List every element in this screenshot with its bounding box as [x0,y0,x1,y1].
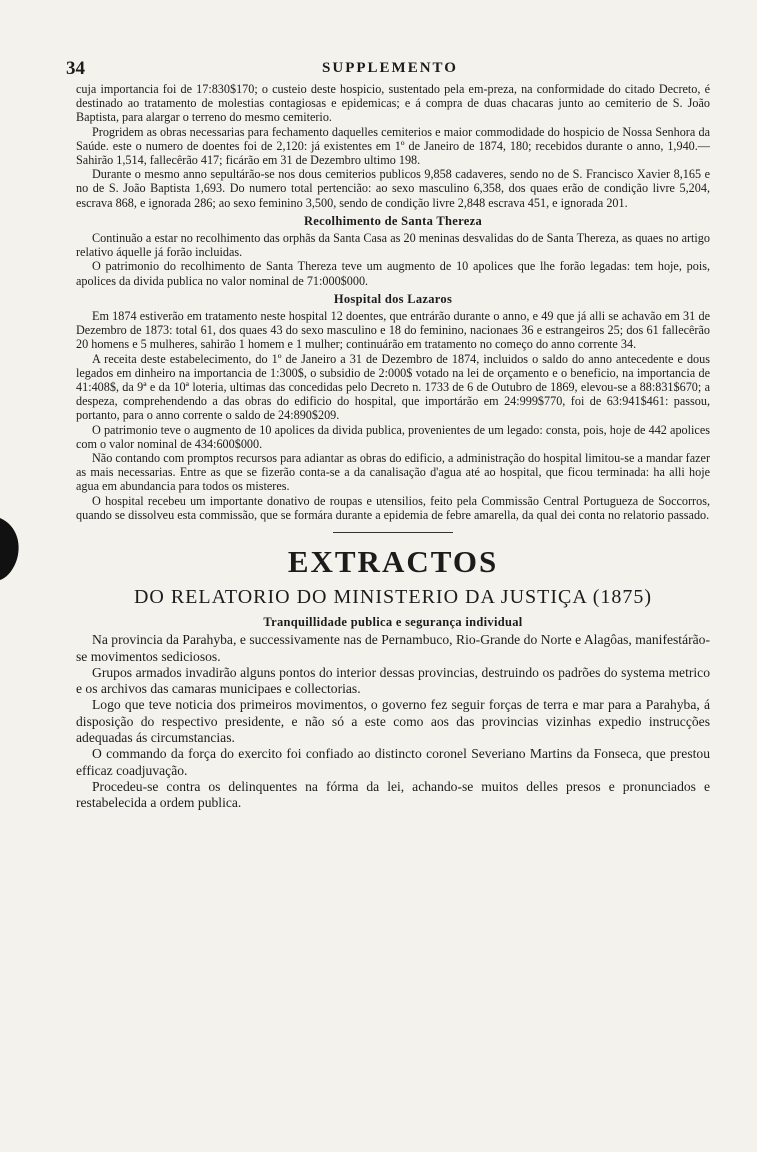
paragraph: Durante o mesmo anno sepultárão-se nos dous cemiterios publicos 9,858 cadaveres, sendo no de S. Francisco Xavier 8,165 e no de S. João Baptista 1,693. Do numero total pertencião: ao sexo masculino 6,358, dos quaes erão de condição livre 5,204, escrava 868, e ignorada 286; ao sexo feminino 3,500, sendo de condição livre 2,848 escrava 451, e ignorada 201. [76,167,710,210]
page-header [66,58,714,80]
paragraph: Grupos armados invadirão alguns pontos do interior dessas provincias, destruindo os padrões do systema metrico e os archivos das camaras municipaes e collectorias. [76,664,710,697]
divider [333,532,453,533]
section-heading: Recolhimento de Santa Thereza [303,213,483,228]
section-heading: Tranquillidade publica e segurança individual [263,615,523,630]
extract-title: EXTRACTOS [287,544,499,580]
paragraph: Procedeu-se contra os delinquentes na fórma da lei, achando-se muitos delles presos e pronunciados e restabelecida a ordem publica. [76,778,710,811]
page-number: 34 [66,58,85,79]
paragraph: Logo que teve noticia dos primeiros movimentos, o governo fez seguir forças de terra e mar para a Parahyba, á disposição do respectivo presidente, e não só a este como aos das provincias vizinhas expedio instrucções adequadas ás circumstancias. [76,697,710,746]
paragraph: Progridem as obras necessarias para fechamento daquelles cemiterios e maior commodidade do hospicio de Nossa Senhora da Saúde. este o numero de doentes foi de 2,120: já existentes em 1º de Janeiro de 1874, 180; recebidos durante o anno, 1,940.—Sahirão 1,514, fallecêrão 417; ficárão em 31 de Dezembro ultimo 198. [76,124,710,168]
paragraph: O commando da força do exercito foi confiado ao distincto coronel Severiano Martins da Fonseca, que prestou efficaz coadjuvação. [76,746,710,778]
running-title: SUPPLEMENTO [322,60,458,76]
extract-body [76,632,710,811]
section-heading: Hospital dos Lazaros [333,291,453,306]
article-body [76,82,710,812]
paragraph: O hospital recebeu um importante donativo de roupas e utensilios, feito pela Commissão Central Portugueza de Soccorros, quando se dissolveu esta commissão, que se formára durante a epidemia de febre amarella, da qual dei conta no relatorio passado. [76,493,710,522]
paragraph: cuja importancia foi de 17:830$170; o custeio deste hospicio, sustentado pela em-preza, na conformidade do citado Decreto, é destinado ao tratamento de molestias contagiosas e epidemicas; e á compra de duas chacaras junto ao cemiterio de S. João Baptista, para alargar o terreno do mesmo cemiterio. [76,82,710,125]
paragraph: O patrimonio teve o augmento de 10 apolices da divida publica, provenientes de um legado: consta, pois, hoje de 442 apolices com o valor nominal de 434:600$000. [76,422,710,451]
paragraph: Na provincia da Parahyba, e successivamente nas de Pernambuco, Rio-Grande do Norte e Alagôas, manifestárão-se movimentos sediciosos. [76,632,710,664]
paragraph: O patrimonio do recolhimento de Santa Thereza teve um augmento de 10 apolices que lhe forão legadas: tem hoje, pois, apolices da divida publica no valor nominal de 71:000$000. [76,259,710,288]
extract-subtitle: DO RELATORIO DO MINISTERIO DA JUSTIÇA (1875) [133,586,653,609]
paragraph: Em 1874 estiverão em tratamento neste hospital 12 doentes, que entrárão durante o anno, e 49 que já alli se achavão em 31 de Dezembro de 1873: total 61, dos quaes 43 do sexo masculino e 18 do feminino, nacionaes 36 e estrangeiros 25; dos 61 fallecêrão 20 homens e 5 mulheres, sahirão 1 homem e 1 mulher; continuárão em tratamento no começo do anno corrente 34. [76,309,710,352]
paragraph: A receita deste estabelecimento, do 1º de Janeiro a 31 de Dezembro de 1874, incluidos o saldo do anno antecedente e dous legados em dinheiro na importancia de 1:300$, o subsidio de 2:000$ votado na lei de orçamento e o beneficio, na importancia de 41:408$, da 9ª e da 10ª loteria, ultimas das concedidas pelo Decreto n. 1733 de 6 de Outubro de 1869, elevou-se a 88:831$670; a despeza, comprehendendo a das obras do edificio do hospital, que importárão em 24:999$770, foi de 63:941$461: passou, portanto, para o anno corrente o saldo de 24:890$209. [76,351,710,423]
paragraph: Não contando com promptos recursos para adiantar as obras do edificio, a administração do hospital limitou-se a mandar fazer as mais necessarias. Entre as que se fizerão conta-se a da canalisação d'agua até ao hospital, que ficou terminada: ha alli hoje agua em abundancia para todos os misteres. [76,451,710,494]
binding-mark-icon [0,518,22,580]
paragraph: Continuão a estar no recolhimento das orphãs da Santa Casa as 20 meninas desvalidas do de Santa Thereza, as quaes no artigo relativo áquelle já forão incluidas. [76,231,710,260]
